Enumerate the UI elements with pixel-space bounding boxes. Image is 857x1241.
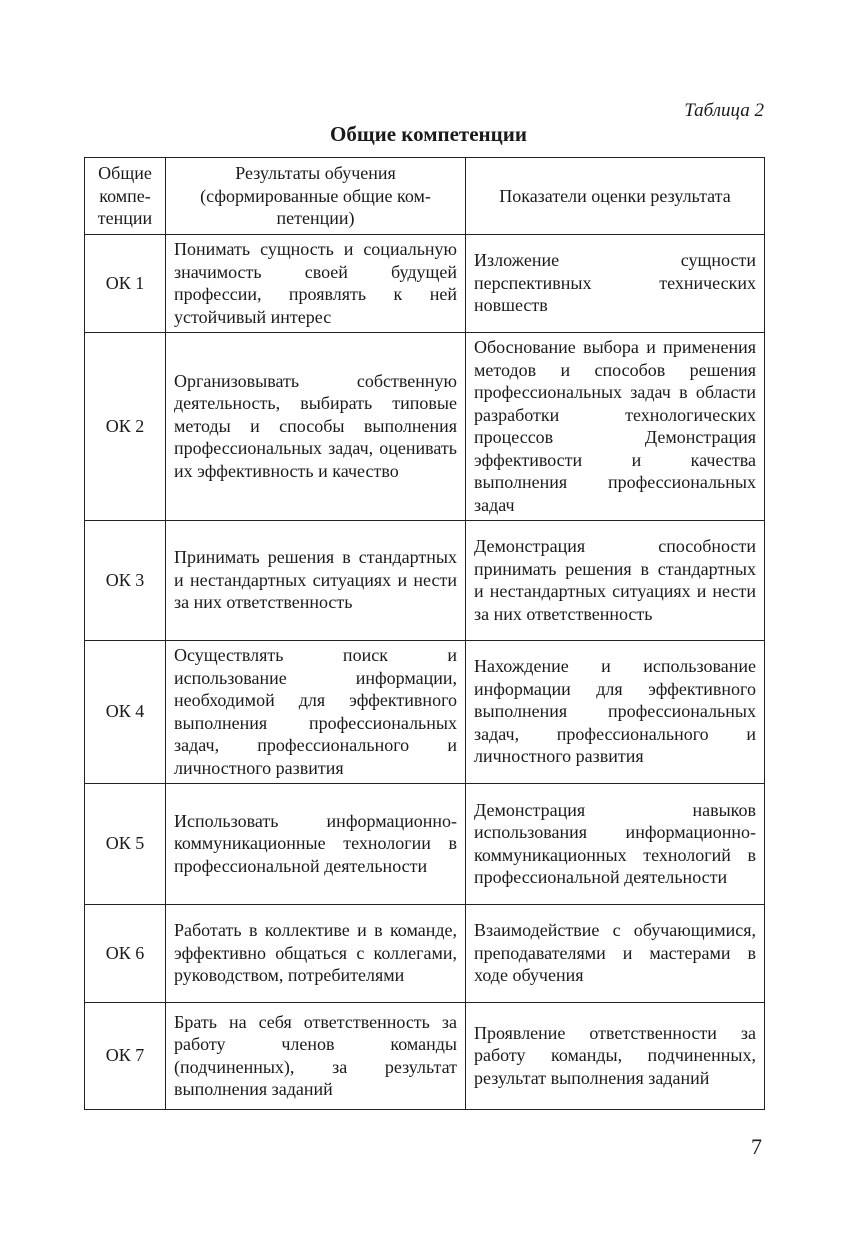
assessment-indicator: Взаимодействие с обучающимися, преподавателями и мастерами в ходе обучения xyxy=(466,904,765,1002)
header-assessment-indicators: Показатели оценки результата xyxy=(466,158,765,235)
table-row xyxy=(85,332,765,520)
table-row xyxy=(85,783,765,904)
page-number: 7 xyxy=(751,1134,762,1159)
learning-result: Работать в коллективе и в команде, эффективно общаться с коллегами, руководством, потребителями xyxy=(166,904,466,1002)
assessment-indicator: Обоснование выбора и применения методов и способов решения профессиональных задач в области разработки технологических процессов Демонстрация эффективости и качества выполнения профессиональных задач xyxy=(466,332,765,520)
table-header-row xyxy=(85,158,765,235)
assessment-indicator: Изложение сущности перспективных технических новшеств xyxy=(466,234,765,332)
table-row xyxy=(85,234,765,332)
table-row xyxy=(85,520,765,640)
assessment-indicator: Нахождение и использование информации для эффективного выполнения профессиональных задач, профессионального и личностного развития xyxy=(466,640,765,783)
competency-code: ОК 7 xyxy=(85,1002,166,1109)
competency-code: ОК 3 xyxy=(85,520,166,640)
learning-result: Использовать информационно-коммуникационные технологии в профессиональной деятельности xyxy=(166,783,466,904)
learning-result: Осуществлять поиск и использование информации, необходимой для эффективного выполнения профессиональных задач, профессионального и личностного развития xyxy=(166,640,466,783)
assessment-indicator: Демонстрация навыков использования информационно-коммуникационных технологий в профессиональной деятельности xyxy=(466,783,765,904)
learning-result: Понимать сущность и социальную значимость своей будущей профессии, проявлять к ней устойчивый интерес xyxy=(166,234,466,332)
learning-result: Брать на себя ответственность за работу членов команды (подчиненных), за результат выполнения заданий xyxy=(166,1002,466,1109)
assessment-indicator: Демонстрация способности принимать решения в стандартных и нестандартных ситуациях и нести за них ответственность xyxy=(466,520,765,640)
competency-code: ОК 4 xyxy=(85,640,166,783)
table-caption: Таблица 2 xyxy=(684,100,764,121)
learning-result: Принимать решения в стандартных и нестандартных ситуациях и нести за них ответственность xyxy=(166,520,466,640)
assessment-indicator: Проявление ответственности за работу команды, подчиненных, результат выполнения заданий xyxy=(466,1002,765,1109)
competency-code: ОК 2 xyxy=(85,332,166,520)
header-competencies: Общие компе-тенции xyxy=(85,158,166,235)
table-row xyxy=(85,1002,765,1109)
competencies-table xyxy=(84,157,765,1110)
table-title: Общие компетенции xyxy=(330,122,527,146)
competency-code: ОК 5 xyxy=(85,783,166,904)
header-learning-results: Результаты обучения (сформированные общие ком-петенции) xyxy=(166,158,466,235)
competency-code: ОК 1 xyxy=(85,234,166,332)
table-row xyxy=(85,904,765,1002)
table-row xyxy=(85,640,765,783)
competency-code: ОК 6 xyxy=(85,904,166,1002)
learning-result: Организовывать собственную деятельность, выбирать типовые методы и способы выполнения профессиональных задач, оценивать их эффективность и качество xyxy=(166,332,466,520)
